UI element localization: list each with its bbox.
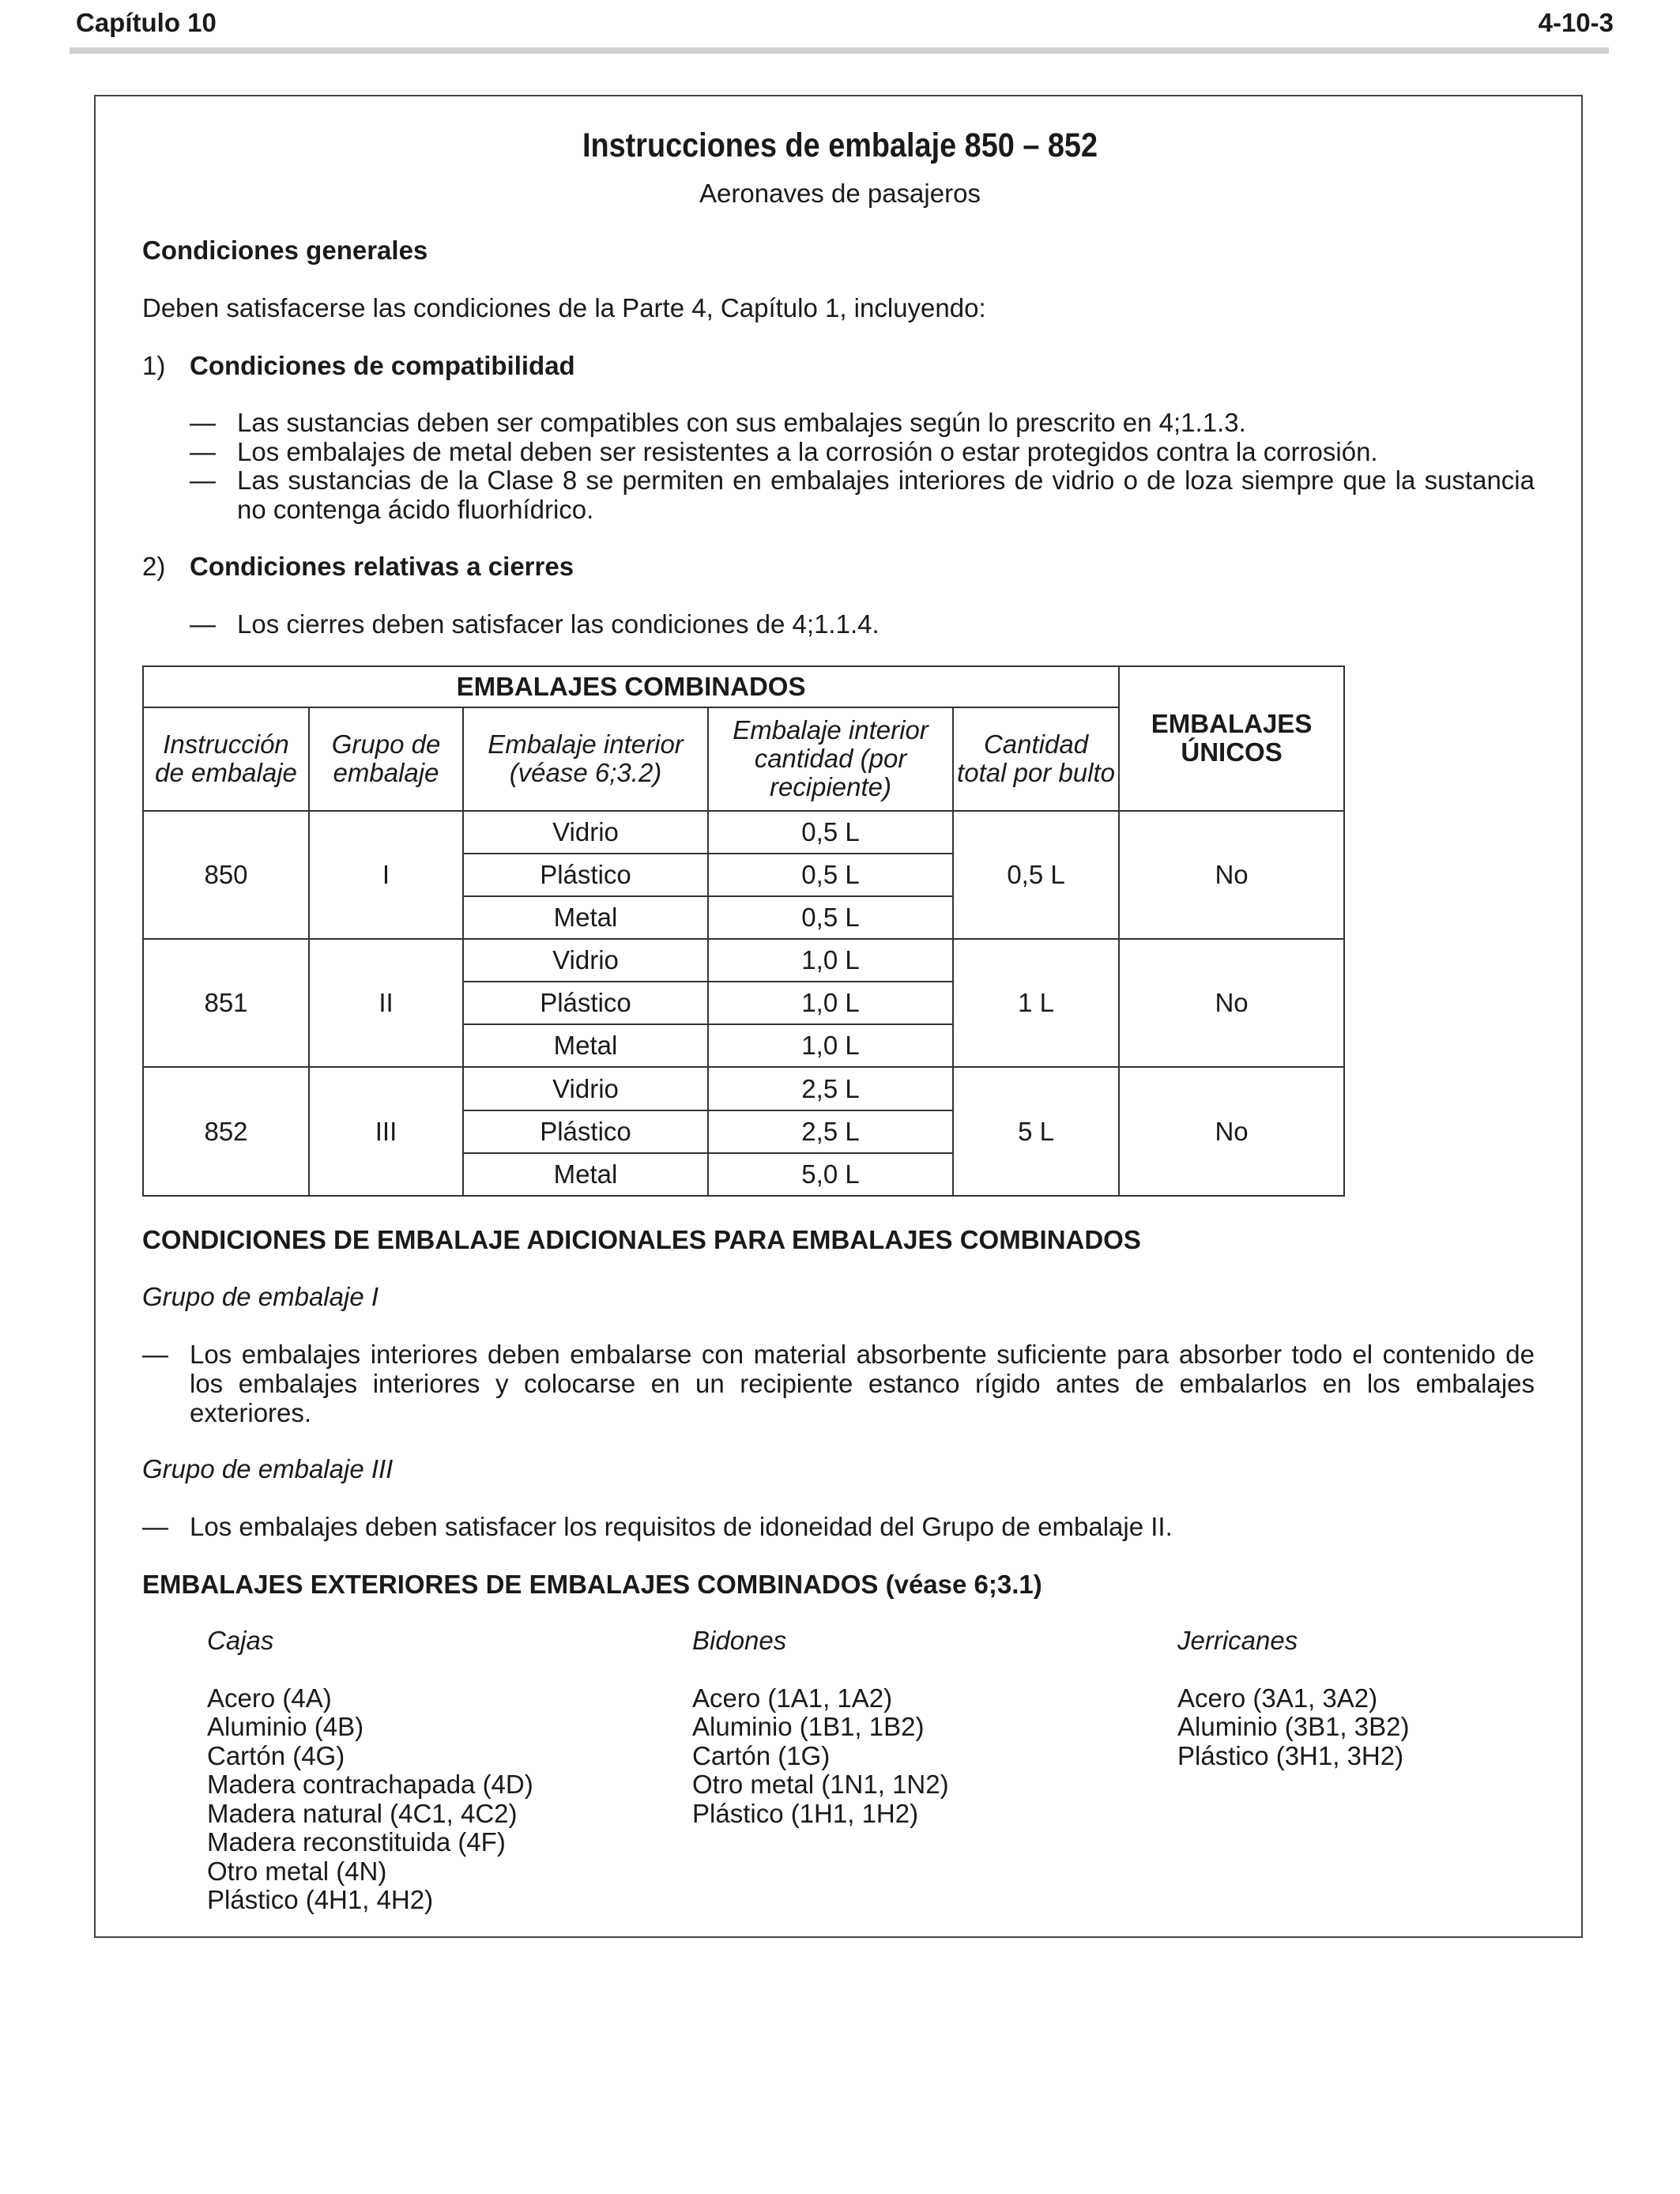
instruction-cell: 850	[143, 811, 309, 939]
page-title: Instrucciones de embalaje 850 – 852	[582, 126, 1098, 164]
list-item: Madera contrachapada (4D)	[207, 1770, 533, 1799]
section-1-title: Condiciones de compatibilidad	[190, 351, 575, 380]
dash-marker: —	[142, 1512, 168, 1541]
outer-column-drums	[692, 1627, 949, 1828]
group-3-item	[142, 1512, 1535, 1541]
inner-qty-cell: 2,5 L	[708, 1110, 953, 1153]
table-row	[143, 939, 1344, 982]
inner-material-cell: Metal	[463, 896, 708, 939]
table-row	[143, 811, 1344, 854]
s1-item-1-text: Las sustancias deben ser compatibles con sus embalajes según lo prescrito en 4;1.1.3.	[237, 408, 1246, 437]
packaging-table	[142, 665, 1345, 1197]
list-item: Acero (1A1, 1A2)	[692, 1683, 893, 1713]
group-1-title: Grupo de embalaje I	[142, 1282, 379, 1311]
list-item: Madera reconstituida (4F)	[207, 1827, 506, 1857]
page-number: 4-10-3	[1538, 8, 1614, 37]
list-item: Cartón (1G)	[692, 1740, 831, 1770]
additional-heading: CONDICIONES DE EMBALAJE ADICIONALES PARA EMBALAJES COMBINADOS	[142, 1225, 1141, 1254]
list-item: Otro metal (4N)	[207, 1856, 387, 1886]
table-row	[143, 1067, 1344, 1110]
dash-marker: —	[190, 408, 216, 437]
single-header-text: EMBALAJES ÚNICOS	[1151, 709, 1313, 767]
list-item: Otro metal (1N1, 1N2)	[692, 1770, 949, 1799]
instruction-cell: 852	[143, 1067, 309, 1196]
inner-material-cell: Metal	[463, 1153, 708, 1196]
group-3-title: Grupo de embalaje III	[142, 1454, 394, 1483]
single-header	[1119, 666, 1344, 811]
total-cell: 5 L	[953, 1067, 1119, 1196]
header-rule	[70, 47, 1609, 54]
dash-marker: —	[190, 437, 216, 466]
group-cell: II	[309, 939, 463, 1067]
outer-heading: EMBALAJES EXTERIORES DE EMBALAJES COMBINADOS (véase 6;3.1)	[142, 1570, 1042, 1599]
inner-qty-cell: 0,5 L	[708, 811, 953, 854]
list-item: Acero (3A1, 3A2)	[1177, 1683, 1378, 1713]
inner-qty-cell: 1,0 L	[708, 1024, 953, 1067]
single-cell: No	[1119, 939, 1344, 1067]
list-item: Plástico (1H1, 1H2)	[692, 1798, 919, 1828]
s1-item-1	[190, 408, 1535, 437]
s1-item-3	[190, 466, 1535, 524]
column-title: Bidones	[692, 1626, 787, 1655]
combined-header: EMBALAJES COMBINADOS	[143, 666, 1119, 707]
col-header-inner-qty: Embalaje interior cantidad (por recipiente)	[708, 707, 953, 810]
list-item: Aluminio (4B)	[207, 1712, 364, 1741]
s2-item-1-text: Los cierres deben satisfacer las condiciones de 4;1.1.4.	[237, 609, 880, 639]
single-cell: No	[1119, 811, 1344, 939]
group-3-text: Los embalajes deben satisfacer los requisitos de idoneidad del Grupo de embalaje II.	[190, 1512, 1173, 1541]
col-header-inner: Embalaje interior (véase 6;3.2)	[463, 707, 708, 810]
section-1-number: 1)	[142, 351, 166, 380]
section-2-number: 2)	[142, 552, 166, 581]
total-cell: 1 L	[953, 939, 1119, 1067]
inner-material-cell: Vidrio	[463, 811, 708, 854]
section-2-title: Condiciones relativas a cierres	[190, 552, 574, 581]
outer-column-boxes	[207, 1627, 533, 1915]
s2-item-1	[190, 609, 1535, 639]
inner-qty-cell: 2,5 L	[708, 1067, 953, 1110]
column-title: Cajas	[207, 1626, 274, 1655]
inner-qty-cell: 1,0 L	[708, 982, 953, 1024]
list-item: Aluminio (3B1, 3B2)	[1177, 1712, 1410, 1741]
dash-marker: —	[190, 466, 216, 495]
group-1-item	[142, 1340, 1535, 1427]
inner-material-cell: Plástico	[463, 854, 708, 896]
group-cell: I	[309, 811, 463, 939]
outer-column-jerricans	[1177, 1627, 1409, 1770]
single-cell: No	[1119, 1067, 1344, 1196]
inner-material-cell: Plástico	[463, 1110, 708, 1153]
list-item: Plástico (3H1, 3H2)	[1177, 1740, 1404, 1770]
inner-qty-cell: 5,0 L	[708, 1153, 953, 1196]
col-header-group: Grupo de embalaje	[309, 707, 463, 810]
col-header-total: Cantidad total por bulto	[953, 707, 1119, 810]
list-item: Aluminio (1B1, 1B2)	[692, 1712, 925, 1741]
inner-qty-cell: 0,5 L	[708, 896, 953, 939]
s1-item-3-text: Las sustancias de la Clase 8 se permiten en embalajes interiores de vidrio o de loza siempre que la sustancia no contenga ácido fluorhídrico.	[237, 466, 1535, 524]
list-item: Acero (4A)	[207, 1683, 332, 1713]
s1-item-2-text: Los embalajes de metal deben ser resistentes a la corrosión o estar protegidos contra la corrosión.	[237, 437, 1378, 466]
column-title: Jerricanes	[1177, 1626, 1298, 1655]
list-item: Cartón (4G)	[207, 1740, 345, 1770]
group-cell: III	[309, 1067, 463, 1196]
inner-material-cell: Vidrio	[463, 939, 708, 982]
dash-marker: —	[190, 609, 216, 639]
general-heading: Condiciones generales	[142, 236, 428, 265]
inner-qty-cell: 1,0 L	[708, 939, 953, 982]
inner-material-cell: Plástico	[463, 982, 708, 1024]
instruction-cell: 851	[143, 939, 309, 1067]
inner-material-cell: Vidrio	[463, 1067, 708, 1110]
general-intro: Deben satisfacerse las condiciones de la Parte 4, Capítulo 1, incluyendo:	[142, 293, 986, 322]
inner-material-cell: Metal	[463, 1024, 708, 1067]
col-header-instruction: Instrucción de embalaje	[143, 707, 309, 810]
group-1-text: Los embalajes interiores deben embalarse con material absorbente suficiente para absorber todo el contenido de los embalajes interiores y colocarse en un recipiente estanco rígido antes de embalarlos en los embalajes exteriores.	[190, 1340, 1535, 1427]
chapter-label: Capítulo 10	[76, 8, 217, 37]
total-cell: 0,5 L	[953, 811, 1119, 939]
s1-item-2	[190, 437, 1535, 466]
list-item: Madera natural (4C1, 4C2)	[207, 1798, 518, 1828]
page-subtitle: Aeronaves de pasajeros	[699, 179, 981, 208]
list-item: Plástico (4H1, 4H2)	[207, 1885, 434, 1914]
page-header	[71, 5, 1614, 44]
inner-qty-cell: 0,5 L	[708, 854, 953, 896]
dash-marker: —	[142, 1340, 168, 1369]
